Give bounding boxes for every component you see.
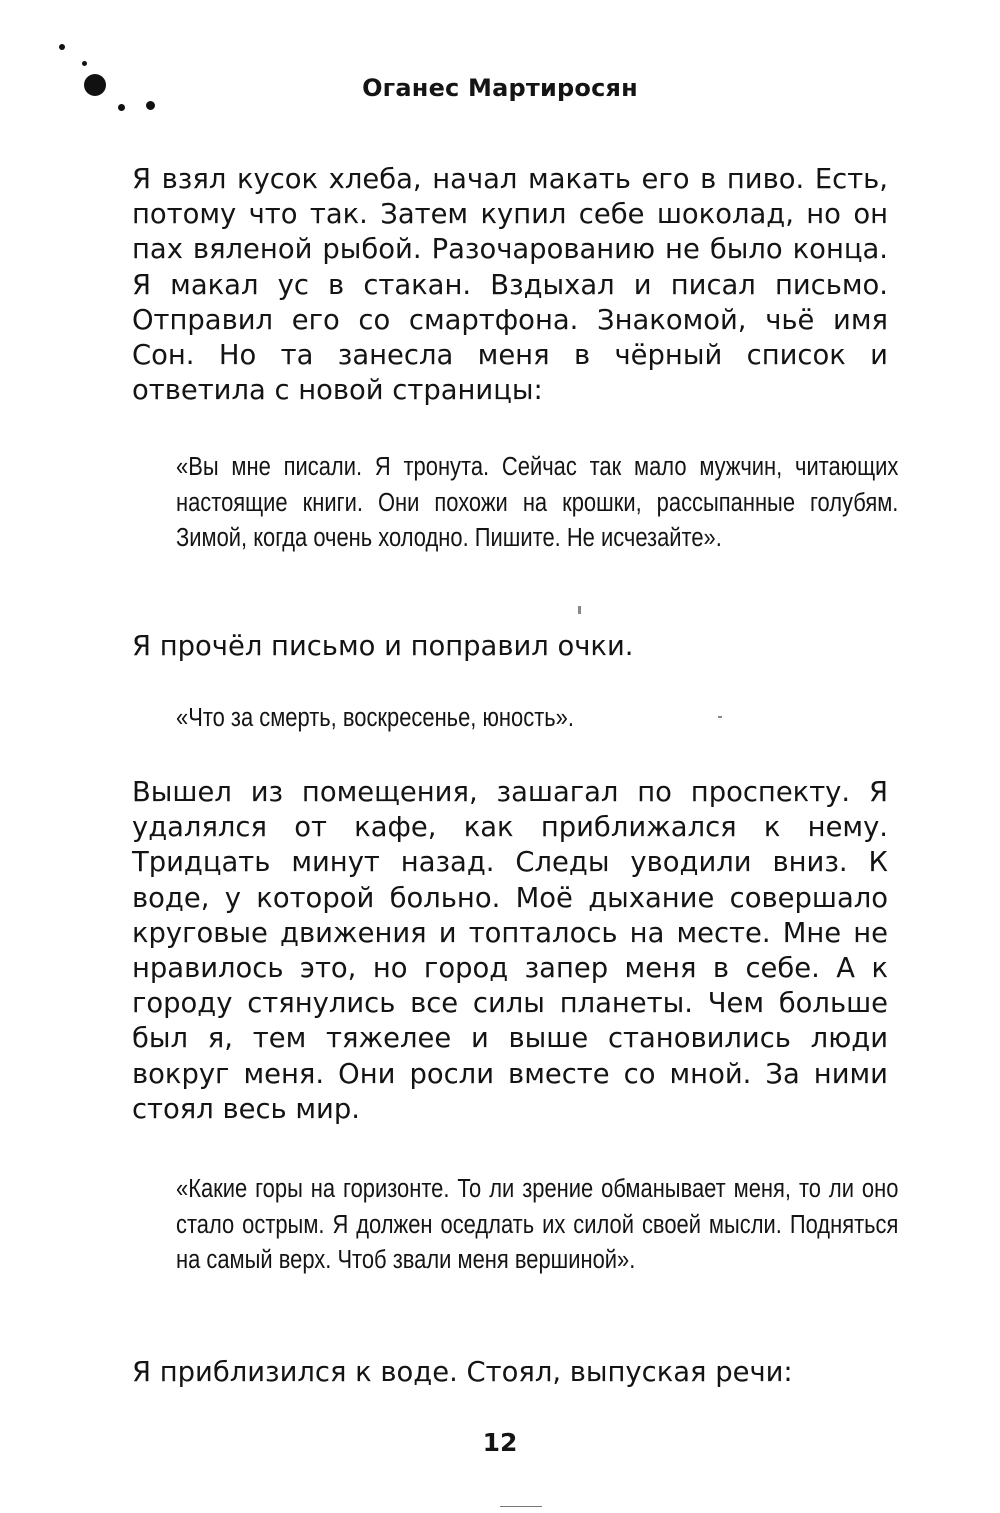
quote-2 — [176, 701, 797, 737]
quote-3-text: «Какие горы на горизонте. То ли зрение обманывает меня, то ли оно стало острым. Я должен оседлать их силой своей мысли. Подняться на самый верх. Чтоб звали меня вершиной». — [176, 1175, 899, 1274]
quote-1 — [176, 450, 899, 557]
quote-3 — [176, 1172, 899, 1279]
paragraph-3: Вышел из помещения, зашагал по проспекту. Я удалялся от кафе, как приближался к нему. Тридцать минут назад. Следы уводили вниз. К воде, у которой больно. Моё дыхание совершало круговые движения и топталось на месте. Мне не нравилось это, но город запер меня в себе. А к городу стянулись все силы планеты. Чем больше был я, тем тяжелее и выше становились люди вокруг меня. Они росли вместе со мной. За ними стоял весь мир. — [132, 777, 888, 1125]
bottom-rule — [500, 1506, 542, 1507]
paragraph-2: Я прочёл письмо и поправил очки. — [132, 631, 634, 662]
paragraph-1: Я взял кусок хлеба, начал макать его в пиво. Есть, потому что так. Затем купил себе шоколад, но он пах вяленой рыбой. Разочарованию не было конца. Я макал ус в стакан. Вздыхал и писал письмо. Отправил его со смартфона. Знакомой, чьё имя Сон. Но та занесла меня в чёрный список и ответила с новой страницы: — [132, 164, 888, 407]
decorative-dots — [0, 0, 200, 130]
paragraph-4: Я приблизился к воде. Стоял, выпуская речи: — [132, 1357, 793, 1388]
dot-small — [59, 44, 65, 50]
author-header: Оганес Мартиросян — [362, 74, 638, 102]
dot-small — [146, 101, 155, 110]
dot-small — [82, 61, 87, 66]
page-number: 12 — [482, 1428, 518, 1457]
quote-1-text: «Вы мне писали. Я тронута. Сейчас так мало мужчин, читающих настоящие книги. Они похожи на крошки, рассыпанные голубям. Зимой, когда очень холодно. Пишите. Не исчезайте». — [176, 453, 899, 552]
print-speck — [578, 606, 581, 614]
quote-2-text: «Что за смерть, воскресенье, юность». — [176, 704, 574, 732]
print-speck — [718, 716, 722, 718]
dot-small — [118, 104, 125, 111]
